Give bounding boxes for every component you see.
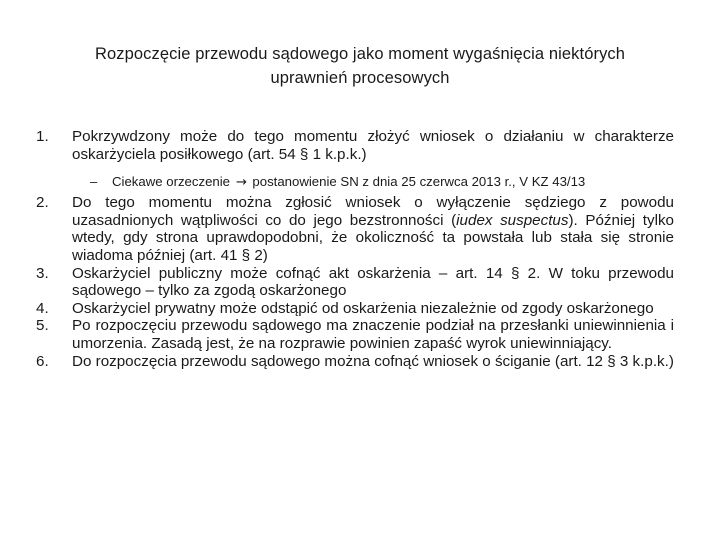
list-item-5 xyxy=(36,317,674,352)
dash-bullet: – xyxy=(90,174,98,190)
numbered-list xyxy=(36,128,674,370)
list-item-text: Oskarżyciel publiczny może cofnąć akt oskarżenia – art. 14 § 2. W toku przewodu sądowego – tylko za zgodą oskarżonego xyxy=(72,264,674,300)
list-item-text: Pokrzywdzony może do tego momentu złożyć wniosek o działaniu w charakterze oskarżyciela posiłkowego (art. 54 § 1 k.p.k.) xyxy=(72,128,674,163)
list-item-number: 3. xyxy=(36,264,49,282)
slide-title-line-2: uprawnień procesowych xyxy=(270,69,450,87)
list-item-number: 2. xyxy=(36,194,49,212)
slide-title xyxy=(60,42,660,90)
slide-title-line-1: Rozpoczęcie przewodu sądowego jako moment wygaśnięcia niektórych xyxy=(94,45,626,63)
list-item-4 xyxy=(36,300,674,318)
list-item-text: Oskarżyciel prywatny może odstąpić od oskarżenia niezależnie od zgody oskarżonego xyxy=(72,299,654,317)
list-item-number: 4. xyxy=(36,299,49,317)
list-item-text-after: ). Później tylko wtedy, gdy strona uprawdopodobni, że okoliczność ta powstała lub stała się stronie wiadoma później (art. 41 § 2) xyxy=(72,211,674,264)
list-item-6 xyxy=(36,353,674,371)
list-item-text: Do rozpoczęcia przewodu sądowego można cofnąć wniosek o ściganie (art. 12 § 3 k.p.k.) xyxy=(72,352,674,370)
list-item-number: 6. xyxy=(36,352,49,370)
sub-item-text-after: postanowienie SN z dnia 25 czerwca 2013 r., V KZ 43/13 xyxy=(252,174,586,190)
arrow-right-icon: → xyxy=(235,175,247,191)
list-item-text xyxy=(72,194,674,264)
list-item-text-before: Do tego momentu można zgłosić wniosek o wyłączenie sędziego z powodu uzasadnionych wątpliwości co do jego bezstronności ( xyxy=(72,194,674,229)
sub-item-ruling xyxy=(90,174,674,190)
list-item-number: 1. xyxy=(36,128,49,145)
sub-item-text xyxy=(112,174,674,190)
list-item-text: Po rozpoczęciu przewodu sądowego ma znaczenie podział na przesłanki uniewinnienia i umorzenia. Zasadą jest, że na rozprawie powinien zapaść wyrok uniewinniający. xyxy=(72,317,674,352)
sub-item-text-before: Ciekawe orzeczenie xyxy=(112,174,231,190)
list-item-number: 5. xyxy=(36,317,49,335)
list-item-1 xyxy=(36,128,674,163)
list-item-text-italic: iudex suspectus xyxy=(456,211,569,229)
list-item-2 xyxy=(36,194,674,264)
list-item-3 xyxy=(36,265,674,300)
